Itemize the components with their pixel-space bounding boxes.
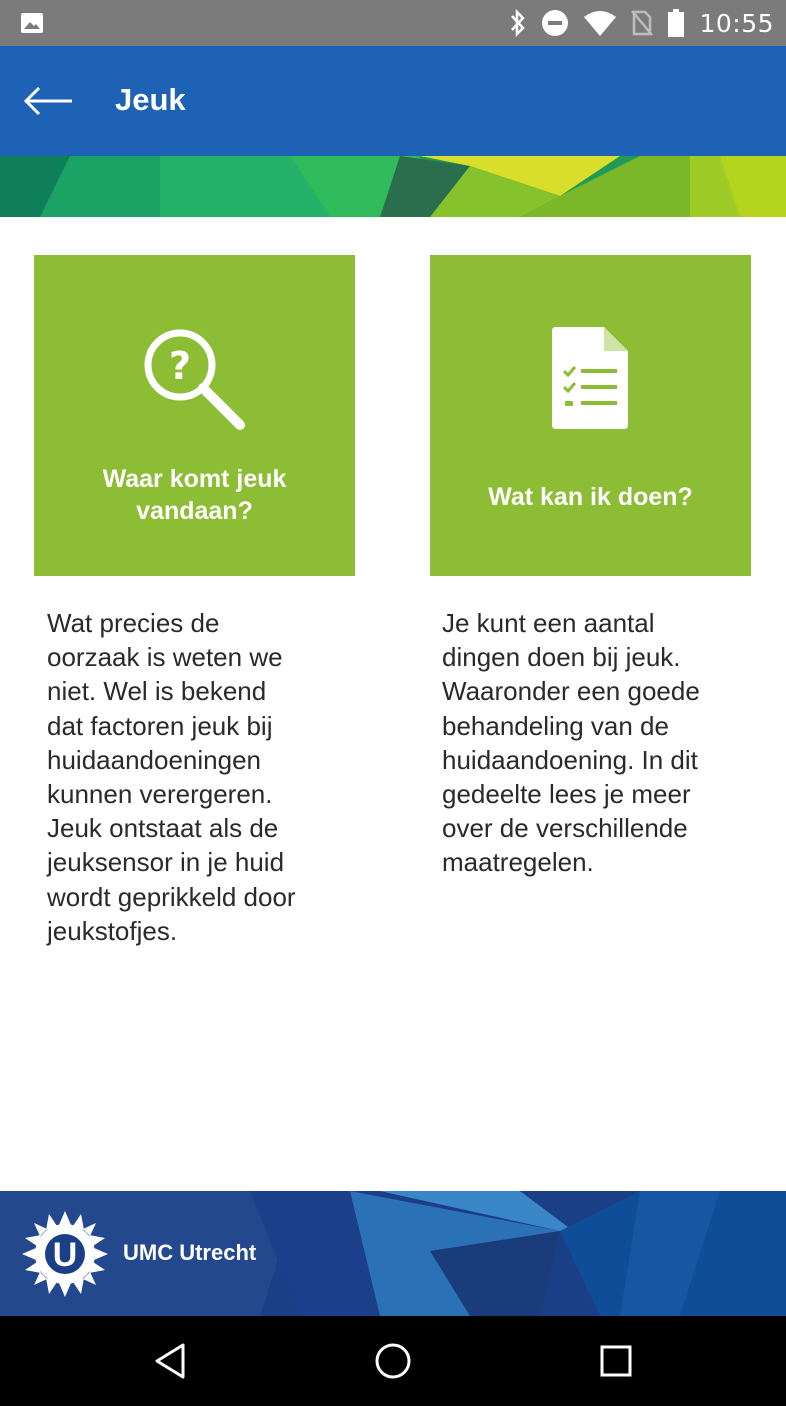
tile-label: Wat kan ik doen? <box>488 483 693 511</box>
battery-icon <box>667 8 685 38</box>
do-not-disturb-icon <box>541 9 569 37</box>
footer-background-shapes <box>0 1191 786 1316</box>
tile-label: Waar komt jeuk vandaan? <box>102 465 287 525</box>
checklist-document-icon <box>548 327 632 431</box>
no-sim-icon <box>631 9 653 37</box>
svg-text:?: ? <box>168 344 192 388</box>
tile-wat-kan-ik-doen[interactable] <box>430 255 751 576</box>
tile-description-waar-komt-jeuk: Wat precies de oorzaak is weten we niet. Wel is bekend dat factoren jeuk bij huidaandoeningen kunnen verergeren. Jeuk ontstaat als de jeuksensor in je huid wordt geprikkeld door jeukstofjes. <box>47 608 296 946</box>
tile-description-wat-kan-ik-doen: Je kunt een aantal dingen doen bij jeuk. Waaronder een goede behandeling van de huidaandoening. In dit gedeelte lees je meer over de verschillende maatregelen. <box>442 608 700 878</box>
nav-back-icon[interactable] <box>151 1341 191 1381</box>
status-bar <box>0 0 786 46</box>
wifi-icon <box>583 9 617 37</box>
page-title: Jeuk <box>115 82 186 117</box>
image-icon <box>20 12 44 34</box>
question-magnifier-icon <box>142 327 246 431</box>
nav-home-icon[interactable] <box>373 1341 413 1381</box>
header-banner-image <box>0 156 786 217</box>
nav-recents-icon[interactable] <box>596 1341 636 1381</box>
brand-name: UMC Utrecht <box>123 1240 257 1265</box>
tile-waar-komt-jeuk-vandaan[interactable] <box>34 255 355 576</box>
status-icons <box>509 0 774 46</box>
umc-logo-icon <box>22 1211 108 1297</box>
status-time: 10:55 <box>699 8 774 38</box>
app-bar <box>0 46 786 156</box>
svg-text:U: U <box>52 1236 78 1274</box>
system-navigation-bar <box>0 1316 786 1406</box>
bluetooth-icon <box>509 9 527 37</box>
footer-banner <box>0 1191 786 1316</box>
arrow-left-icon[interactable] <box>22 76 76 126</box>
